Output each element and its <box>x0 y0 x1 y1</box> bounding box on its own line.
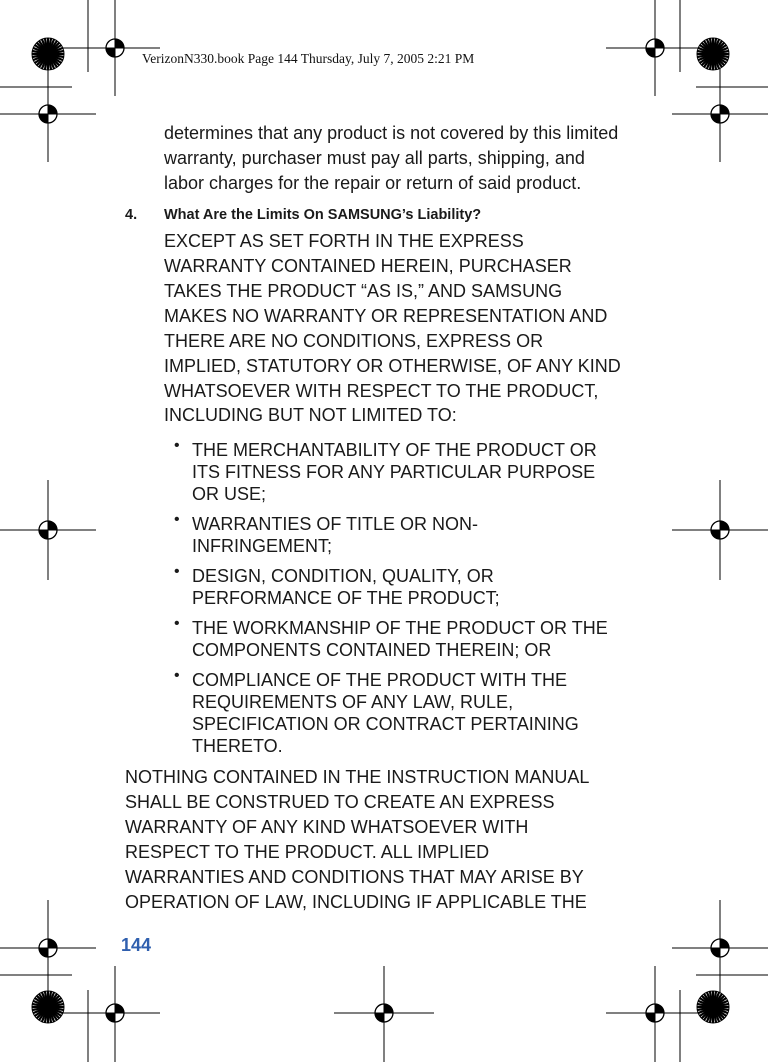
bullet-marker: • <box>174 563 180 580</box>
registration-mark-icon <box>642 1000 668 1026</box>
intro-line: labor charges for the repair or return of said product. <box>164 173 582 193</box>
bullet-line: DESIGN, CONDITION, QUALITY, OR <box>192 566 494 586</box>
bullet-marker: • <box>174 615 180 632</box>
closing-line: SHALL BE CONSTRUED TO CREATE AN EXPRESS <box>125 792 555 812</box>
registration-mark-icon <box>102 1000 128 1026</box>
color-bar-star-icon <box>697 991 729 1023</box>
closing-line: NOTHING CONTAINED IN THE INSTRUCTION MANUAL <box>125 767 590 787</box>
section-number: 4. <box>125 207 138 223</box>
bullet-line: INFRINGEMENT; <box>192 536 333 556</box>
intro-line: determines that any product is not covered by this limited <box>164 123 619 143</box>
disclaimer-line: WHATSOEVER WITH RESPECT TO THE PRODUCT, <box>164 381 599 401</box>
bullet-line: ITS FITNESS FOR ANY PARTICULAR PURPOSE <box>192 462 596 482</box>
section-heading: What Are the Limits On SAMSUNG’s Liability? <box>164 207 482 223</box>
registration-mark-icon <box>707 517 733 543</box>
registration-mark-icon <box>102 35 128 61</box>
registration-mark-icon <box>642 35 668 61</box>
closing-line: WARRANTIES AND CONDITIONS THAT MAY ARISE BY <box>125 867 584 887</box>
color-bar-star-icon <box>32 991 64 1023</box>
bullet-line: SPECIFICATION OR CONTRACT PERTAINING <box>192 714 579 734</box>
bullet-line: PERFORMANCE OF THE PRODUCT; <box>192 588 500 608</box>
disclaimer-line: TAKES THE PRODUCT “AS IS,” AND SAMSUNG <box>164 281 563 301</box>
disclaimer-line: IMPLIED, STATUTORY OR OTHERWISE, OF ANY KIND <box>164 356 621 376</box>
color-bar-star-icon <box>32 38 64 70</box>
intro-line: warranty, purchaser must pay all parts, shipping, and <box>164 148 585 168</box>
disclaimer-line: MAKES NO WARRANTY OR REPRESENTATION AND <box>164 306 608 326</box>
disclaimer-line: THERE ARE NO CONDITIONS, EXPRESS OR <box>164 331 544 351</box>
closing-line: OPERATION OF LAW, INCLUDING IF APPLICABLE THE <box>125 892 587 912</box>
bullet-line: OR USE; <box>192 484 267 504</box>
bullet-marker: • <box>174 511 180 528</box>
closing-line: WARRANTY OF ANY KIND WHATSOEVER WITH <box>125 817 529 837</box>
registration-mark-icon <box>707 935 733 961</box>
registration-mark-icon <box>35 101 61 127</box>
book-slug-line: VerizonN330.book Page 144 Thursday, July 7, 2005 2:21 PM <box>142 51 475 66</box>
bullet-line: THERETO. <box>192 736 283 756</box>
disclaimer-line: EXCEPT AS SET FORTH IN THE EXPRESS <box>164 231 524 251</box>
closing-line: RESPECT TO THE PRODUCT. ALL IMPLIED <box>125 842 490 862</box>
registration-mark-icon <box>707 101 733 127</box>
registration-mark-icon <box>371 1000 397 1026</box>
disclaimer-line: WARRANTY CONTAINED HEREIN, PURCHASER <box>164 256 572 276</box>
bullet-line: COMPLIANCE OF THE PRODUCT WITH THE <box>192 670 568 690</box>
bullet-line: THE MERCHANTABILITY OF THE PRODUCT OR <box>192 440 597 460</box>
registration-mark-icon <box>35 517 61 543</box>
disclaimer-line: INCLUDING BUT NOT LIMITED TO: <box>164 405 457 425</box>
bullet-marker: • <box>174 667 180 684</box>
bullet-line: COMPONENTS CONTAINED THEREIN; OR <box>192 640 552 660</box>
bullet-line: REQUIREMENTS OF ANY LAW, RULE, <box>192 692 514 712</box>
bullet-line: WARRANTIES OF TITLE OR NON- <box>192 514 479 534</box>
bullet-marker: • <box>174 437 180 454</box>
bullet-line: THE WORKMANSHIP OF THE PRODUCT OR THE <box>192 618 608 638</box>
page-number: 144 <box>121 935 152 955</box>
color-bar-star-icon <box>697 38 729 70</box>
registration-mark-icon <box>35 935 61 961</box>
